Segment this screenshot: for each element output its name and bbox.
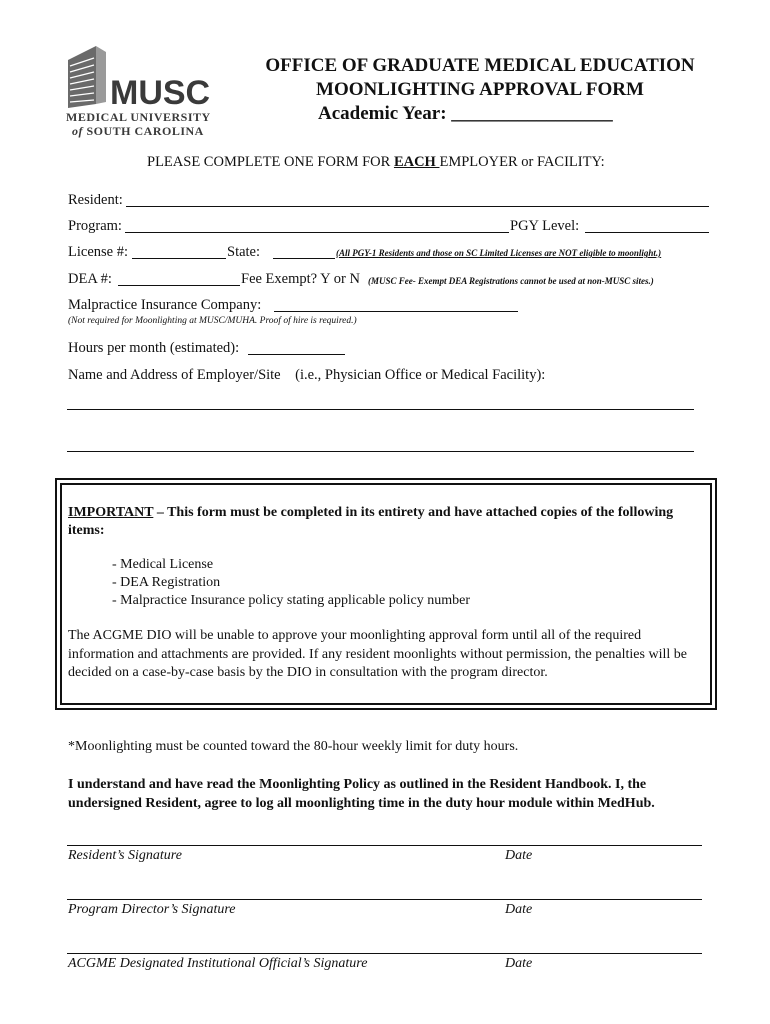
acknowledgement: I understand and have read the Moonlighting Policy as outlined in the Resident Handbook. I, the undersigned Resident, agree to log all moonlighting time in the duty hour module within MedHub.	[68, 777, 655, 811]
resident-signature-line[interactable]	[67, 845, 702, 846]
program-director-date-label: Date	[505, 902, 533, 917]
resident-date-label: Date	[505, 848, 533, 863]
instruction-emphasis: EACH	[393, 154, 440, 170]
required-items-list	[112, 556, 470, 610]
employer-line-2[interactable]	[67, 451, 694, 452]
dio-signature-line[interactable]	[67, 953, 702, 954]
dio-signature-label: ACGME Designated Institutional Official’s Signature	[68, 956, 368, 971]
resident-label: Resident:	[68, 192, 123, 208]
dio-date-label: Date	[505, 956, 533, 971]
logo-wordmark: MUSC	[110, 74, 211, 112]
fee-exempt-label: Fee Exempt? Y or N	[241, 271, 360, 287]
resident-signature-label: Resident’s Signature	[68, 848, 182, 863]
dea-label: DEA #:	[68, 271, 112, 287]
malpractice-label: Malpractice Insurance Company:	[68, 297, 262, 313]
program-director-signature-line[interactable]	[67, 899, 702, 900]
state-label: State:	[227, 244, 261, 260]
title-line-1: OFFICE OF GRADUATE MEDICAL EDUCATION	[265, 55, 695, 76]
program-field[interactable]	[125, 232, 509, 233]
important-text: – This form must be completed in its entirety and have attached copies of the following items:	[68, 505, 674, 538]
pgy-level-field[interactable]	[585, 232, 709, 233]
program-director-signature-label: Program Director’s Signature	[68, 902, 236, 917]
pgy-level-label: PGY Level:	[510, 218, 580, 234]
malpractice-note: (Not required for Moonlighting at MUSC/MUHA. Proof of hire is required.)	[68, 316, 357, 326]
list-item: - DEA Registration	[112, 575, 221, 590]
form-title	[250, 54, 710, 126]
employer-label: Name and Address of Employer/Site (i.e., Physician Office or Medical Facility):	[68, 367, 546, 383]
resident-field[interactable]	[126, 206, 709, 207]
dea-note: (MUSC Fee- Exempt DEA Registrations cannot be used at non-MUSC sites.)	[368, 276, 654, 286]
state-field[interactable]	[273, 258, 335, 259]
logo-line-2-rest: SOUTH CAROLINA	[86, 124, 204, 138]
logo-line-2-prefix: of	[72, 124, 83, 138]
logo-line-2	[72, 124, 204, 139]
license-note: (All PGY-1 Residents and those on SC Limited Licenses are NOT eligible to moonlight.)	[336, 248, 662, 258]
instruction	[147, 154, 605, 171]
list-item: - Medical License	[112, 557, 214, 572]
employer-line-1[interactable]	[67, 409, 694, 410]
dea-field[interactable]	[118, 285, 240, 286]
building-icon	[66, 44, 110, 110]
license-label: License #:	[68, 244, 128, 260]
important-label: IMPORTANT	[68, 505, 154, 520]
logo-line-1: MEDICAL UNIVERSITY	[66, 110, 211, 124]
important-paragraph: The ACGME DIO will be unable to approve your moonlighting approval form until all of the required information and attachments are provided. If any resident moonlights without permission, the penalties will be decided on a case-by-case basis by the DIO in consultation with the program director.	[68, 628, 687, 680]
title-line-2: MOONLIGHTING APPROVAL FORM	[316, 79, 644, 100]
list-item: - Malpractice Insurance policy stating applicable policy number	[112, 593, 471, 608]
program-label: Program:	[68, 218, 122, 234]
musc-logo	[66, 44, 216, 136]
instruction-before: PLEASE COMPLETE ONE FORM FOR	[147, 154, 394, 170]
important-heading	[68, 504, 688, 540]
hours-field[interactable]	[248, 354, 345, 355]
malpractice-field[interactable]	[274, 311, 518, 312]
academic-year-field[interactable]: Academic Year: _________________	[318, 103, 613, 124]
footnote: *Moonlighting must be counted toward the 80-hour weekly limit for duty hours.	[68, 739, 519, 754]
hours-label: Hours per month (estimated):	[68, 340, 240, 356]
instruction-after: EMPLOYER or FACILITY:	[439, 154, 605, 170]
license-field[interactable]	[132, 258, 226, 259]
